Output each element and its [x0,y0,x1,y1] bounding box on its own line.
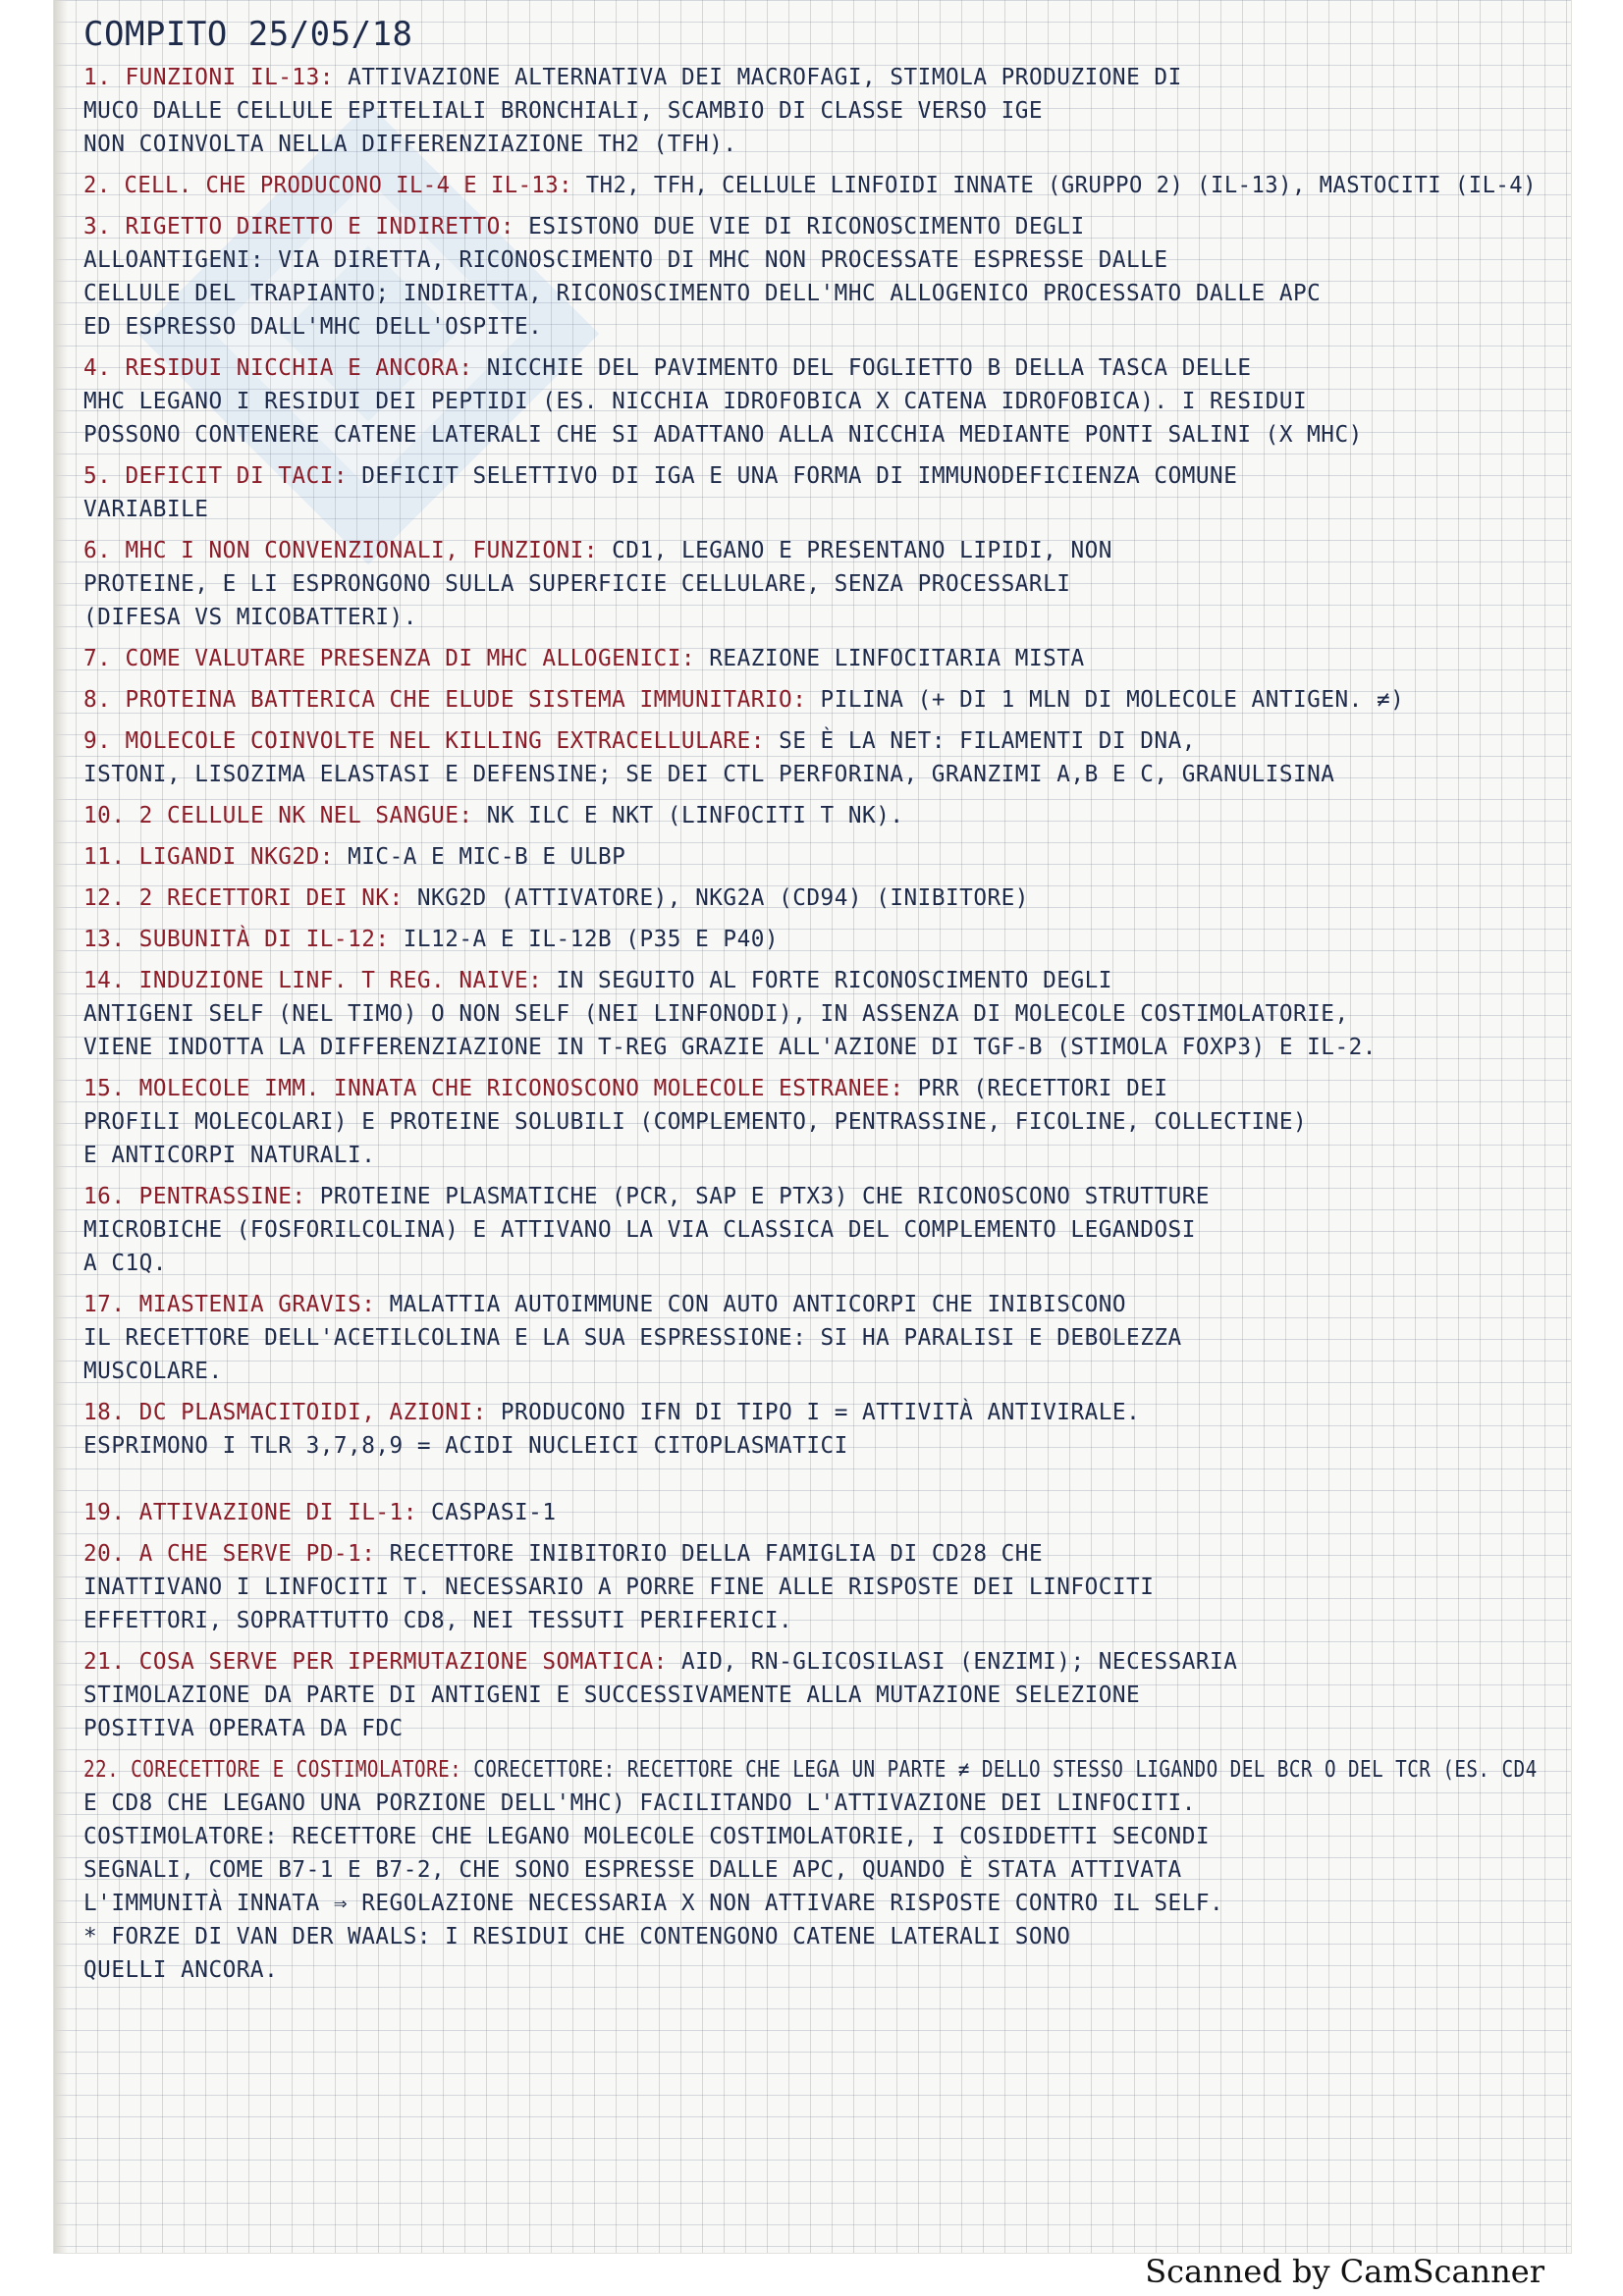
answer-line: EFFETTORI, SOPRATTUTTO CD8, NEI TESSUTI PERIFERICI. [83,1608,793,1633]
question-item [83,724,1556,791]
question-title: PROTEINA BATTERICA CHE ELUDE SISTEMA IMMUNITARIO: [125,687,807,713]
question-number: 2. [83,173,111,198]
question-first-line [83,923,1538,956]
question-heading [83,1292,375,1317]
answer-line: IN SEGUITO AL FORTE RICONOSCIMENTO DEGLI [556,968,1112,993]
question-item [83,534,1556,634]
question-item [83,1180,1556,1280]
answer-line: E ANTICORPI NATURALI. [83,1143,376,1168]
question-number: 9. [83,728,112,754]
answer-line: A C1Q. [83,1251,167,1276]
answer-line: MUSCOLARE. [83,1359,223,1384]
question-title: RIGETTO DIRETTO E INDIRETTO: [125,214,515,240]
answer-line: MALATTIA AUTOIMMUNE CON AUTO ANTICORPI CHE INIBISCONO [389,1292,1127,1317]
question-first-line [83,1496,1538,1529]
question-title: MOLECOLE COINVOLTE NEL KILLING EXTRACELLULARE: [125,728,765,754]
answer-line: SEGNALI, COME B7-1 E B7-2, CHE SONO ESPRESSE DALLE APC, QUANDO È STATA ATTIVATA [83,1857,1182,1883]
answer-line: CASPASI-1 [431,1500,557,1525]
question-item [83,840,1556,874]
question-first-line [83,1753,1538,1787]
question-heading [83,173,572,198]
question-title: COME VALUTARE PRESENZA DI MHC ALLOGENICI: [125,646,696,671]
answer-line: VARIABILE [83,497,209,522]
answer-line: AID, RN-GLICOSILASI (ENZIMI); NECESSARIA [680,1649,1238,1675]
scanner-watermark-text: Scanned by CamScanner [1145,2253,1544,2290]
question-heading [83,463,348,489]
question-heading [83,538,598,563]
answer-line: ESISTONO DUE VIE DI RICONOSCIMENTO DEGLI [528,214,1085,240]
question-item [83,1645,1556,1745]
question-first-line [83,1645,1538,1679]
question-number: 20. [83,1541,126,1567]
question-title: PENTRASSINE: [138,1184,306,1209]
handwritten-notes [83,10,1556,1995]
question-title: SUBUNITÀ DI IL-12: [138,927,390,952]
question-heading [83,214,514,240]
question-heading [83,1076,904,1101]
question-title: 2 CELLULE NK NEL SANGUE: [138,803,473,828]
answer-line: QUELLI ANCORA. [83,1957,279,1983]
question-number: 6. [83,538,112,563]
question-heading [83,885,404,911]
question-first-line [83,1180,1538,1213]
answer-line: L'IMMUNITÀ INNATA ⇒ REGOLAZIONE NECESSARIA X NON ATTIVARE RISPOSTE CONTRO IL SELF. [83,1891,1224,1916]
question-item [83,799,1556,832]
answer-line: MICROBICHE (FOSFORILCOLINA) E ATTIVANO LA VIA CLASSICA DEL COMPLEMENTO LEGANDOSI [83,1217,1196,1243]
question-heading [83,687,806,713]
question-first-line [83,1288,1538,1321]
answer-line: POSSONO CONTENERE CATENE LATERALI CHE SI ADATTANO ALLA NICCHIA MEDIANTE PONTI SALINI (X MHC) [83,422,1363,448]
question-first-line [83,210,1538,243]
question-first-line [83,1396,1538,1429]
answer-line: (DIFESA VS MICOBATTERI). [83,605,417,630]
question-heading [83,968,542,993]
question-heading [83,803,473,828]
question-list [83,61,1556,1987]
answer-line: RECETTORE INIBITORIO DELLA FAMIGLIA DI CD28 CHE [389,1541,1044,1567]
answer-line: MHC LEGANO I RESIDUI DEI PEPTIDI (ES. NICCHIA IDROFOBICA X CATENA IDROFOBICA). I RESIDUI [83,389,1308,414]
question-number: 16. [83,1184,126,1209]
question-item [83,1537,1556,1637]
question-heading [83,646,695,671]
question-item [83,1396,1556,1463]
answer-line: CORECETTORE: RECETTORE CHE LEGA UN PARTE ≠ DELLO STESSO LIGANDO DEL BCR O DEL TCR (ES. CD4 [473,1757,1538,1783]
question-number: 7. [83,646,112,671]
question-first-line [83,642,1538,675]
question-item [83,210,1556,344]
question-item [83,923,1556,956]
question-number: 22. [83,1757,120,1783]
answer-line: ATTIVAZIONE ALTERNATIVA DEI MACROFAGI, STIMOLA PRODUZIONE DI [348,65,1182,90]
question-title: DC PLASMACITOIDI, AZIONI: [138,1400,487,1425]
answer-line: ISTONI, LISOZIMA ELASTASI E DEFENSINE; SE DEI CTL PERFORINA, GRANZIMI A,B E C, GRANULISINA [83,762,1335,787]
question-first-line [83,459,1538,493]
answer-line: CD1, LEGANO E PRESENTANO LIPIDI, NON [612,538,1112,563]
question-title: LIGANDI NKG2D: [138,844,334,870]
answer-line: STIMOLAZIONE DA PARTE DI ANTIGENI E SUCCESSIVAMENTE ALLA MUTAZIONE SELEZIONE [83,1682,1141,1708]
question-number: 19. [83,1500,126,1525]
question-first-line [83,799,1538,832]
question-first-line [83,534,1538,567]
answer-line: TH2, TFH, CELLULE LINFOIDI INNATE (GRUPPO 2) (IL-13), MASTOCITI (IL-4) [585,173,1537,198]
answer-line: NKG2D (ATTIVATORE), NKG2A (CD94) (INIBITORE) [416,885,1029,911]
answer-line: PRR (RECETTORI DEI [917,1076,1168,1101]
question-item [83,683,1556,717]
question-first-line [83,881,1538,915]
answer-line: POSITIVA OPERATA DA FDC [83,1716,404,1741]
question-heading [83,728,765,754]
answer-line: REAZIONE LINFOCITARIA MISTA [709,646,1085,671]
answer-line: ESPRIMONO I TLR 3,7,8,9 = ACIDI NUCLEICI CITOPLASMATICI [83,1433,848,1459]
answer-line: PROFILI MOLECOLARI) E PROTEINE SOLUBILI (COMPLEMENTO, PENTRASSINE, FICOLINE, COLLECTINE) [83,1109,1308,1135]
answer-line: INATTIVANO I LINFOCITI T. NECESSARIO A PORRE FINE ALLE RISPOSTE DEI LINFOCITI [83,1575,1155,1600]
question-first-line [83,169,1537,202]
question-number: 11. [83,844,126,870]
question-title: INDUZIONE LINF. T REG. NAIVE: [138,968,543,993]
question-heading [83,1541,375,1567]
question-title: MOLECOLE IMM. INNATA CHE RICONOSCONO MOLECOLE ESTRANEE: [138,1076,904,1101]
answer-line: PROTEINE, E LI ESPRONGONO SULLA SUPERFICIE CELLULARE, SENZA PROCESSARLI [83,571,1071,597]
answer-line: ALLOANTIGENI: VIA DIRETTA, RICONOSCIMENTO DI MHC NON PROCESSATE ESPRESSE DALLE [83,247,1168,273]
question-first-line [83,61,1538,94]
question-number: 12. [83,885,126,911]
question-item [83,1753,1556,1987]
question-heading [83,927,390,952]
question-title: RESIDUI NICCHIA E ANCORA: [125,355,473,381]
answer-line: IL12-A E IL-12B (P35 E P40) [403,927,780,952]
question-title: COSA SERVE PER IPERMUTAZIONE SOMATICA: [138,1649,668,1675]
question-title: CORECETTORE E COSTIMOLATORE: [131,1757,462,1783]
question-first-line [83,1072,1538,1105]
question-first-line [83,683,1538,717]
answer-line: CELLULE DEL TRAPIANTO; INDIRETTA, RICONOSCIMENTO DELL'MHC ALLOGENICO PROCESSATO DALLE APC [83,281,1322,306]
question-item [83,61,1556,161]
question-heading [83,844,334,870]
answer-line: DEFICIT SELETTIVO DI IGA E UNA FORMA DI IMMUNODEFICIENZA COMUNE [361,463,1238,489]
answer-line: PILINA (+ DI 1 MLN DI MOLECOLE ANTIGEN. ≠) [820,687,1405,713]
question-heading [83,355,473,381]
question-number: 17. [83,1292,126,1317]
question-number: 13. [83,927,126,952]
question-item [83,881,1556,915]
answer-line: PROTEINE PLASMATICHE (PCR, SAP E PTX3) CHE RICONOSCONO STRUTTURE [319,1184,1211,1209]
question-item [83,642,1556,675]
question-number: 10. [83,803,126,828]
answer-line: SE È LA NET: FILAMENTI DI DNA, [779,728,1196,754]
question-first-line [83,840,1538,874]
question-title: MIASTENIA GRAVIS: [138,1292,376,1317]
question-title: ATTIVAZIONE DI IL-1: [138,1500,417,1525]
question-item [83,1496,1556,1529]
question-title: A CHE SERVE PD-1: [138,1541,376,1567]
question-number: 3. [83,214,112,240]
question-heading [83,1649,668,1675]
answer-line: ANTIGENI SELF (NEL TIMO) O NON SELF (NEI LINFONODI), IN ASSENZA DI MOLECOLE COSTIMOLATORIE, [83,1001,1349,1027]
question-heading [83,1400,487,1425]
answer-line: MIC-A E MIC-B E ULBP [348,844,626,870]
question-first-line [83,351,1538,385]
question-heading [83,1757,461,1783]
answer-line: IL RECETTORE DELL'ACETILCOLINA E LA SUA ESPRESSIONE: SI HA PARALISI E DEBOLEZZA [83,1325,1182,1351]
answer-line: NICCHIE DEL PAVIMENTO DEL FOGLIETTO Β DELLA TASCA DELLE [486,355,1252,381]
answer-line: NK ILC E NKT (LINFOCITI T NK). [486,803,904,828]
answer-line: MUCO DALLE CELLULE EPITELIALI BRONCHIALI, SCAMBIO DI CLASSE VERSO IGE [83,98,1044,124]
question-heading [83,1500,417,1525]
question-first-line [83,1537,1538,1571]
question-number: 8. [83,687,112,713]
question-heading [83,65,334,90]
question-first-line [83,724,1538,758]
question-item [83,459,1556,526]
question-number: 1. [83,65,112,90]
question-number: 15. [83,1076,126,1101]
question-number: 5. [83,463,112,489]
question-title: DEFICIT DI TACI: [125,463,349,489]
question-number: 14. [83,968,126,993]
answer-line: COSTIMOLATORE: RECETTORE CHE LEGANO MOLECOLE COSTIMOLATORIE, I COSIDDETTI SECONDI [83,1824,1211,1849]
question-title: CELL. CHE PRODUCONO IL-4 E IL-13: [124,173,572,198]
question-item [83,351,1556,452]
question-item [83,964,1556,1064]
question-item [83,1288,1556,1388]
page-title: COMPITO 25/05/18 [83,15,413,54]
answer-line: E CD8 CHE LEGANO UNA PORZIONE DELL'MHC) FACILITANDO L'ATTIVAZIONE DEI LINFOCITI. [83,1790,1196,1816]
answer-line: VIENE INDOTTA LA DIFFERENZIAZIONE IN T-REG GRAZIE ALL'AZIONE DI TGF-Β (STIMOLA FOXP3) E IL-2. [83,1035,1377,1060]
question-title: FUNZIONI IL-13: [125,65,334,90]
answer-line: PRODUCONO IFN DI TIPO I = ATTIVITÀ ANTIVIRALE. [500,1400,1141,1425]
question-heading [83,1184,306,1209]
question-title: MHC I NON CONVENZIONALI, FUNZIONI: [125,538,598,563]
question-first-line [83,964,1538,997]
question-item [83,169,1556,202]
question-number: 4. [83,355,112,381]
answer-line: NON COINVOLTA NELLA DIFFERENZIAZIONE TH2 (TFH). [83,132,737,157]
question-title: 2 RECETTORI DEI NK: [138,885,404,911]
question-number: 18. [83,1400,126,1425]
answer-line: ED ESPRESSO DALL'MHC DELL'OSPITE. [83,314,543,340]
answer-line: * FORZE DI VAN DER WAALS: I RESIDUI CHE CONTENGONO CATENE LATERALI SONO [83,1924,1071,1949]
question-item [83,1072,1556,1172]
question-number: 21. [83,1649,126,1675]
